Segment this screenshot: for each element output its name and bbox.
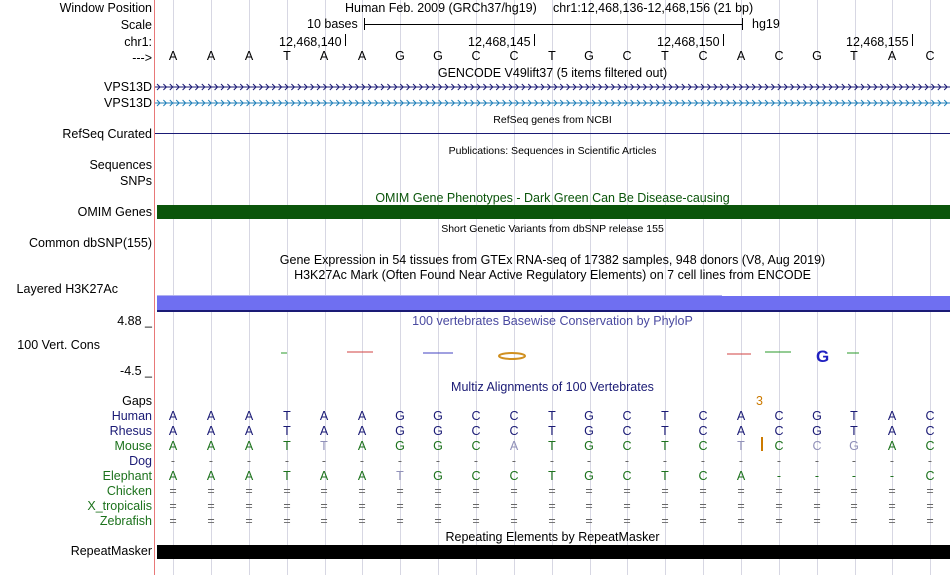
species-label-human: Human [111,409,152,423]
phylop-title: 100 vertebrates Basewise Conservation by PhyloP [412,314,693,328]
alignment-base: = [283,499,291,513]
alignment-base: = [510,484,518,498]
alignment-base: A [244,424,254,438]
h3k27ac-baseline [157,310,950,312]
alignment-base: C [812,439,822,453]
alignment-base: = [472,514,480,528]
alignment-base: A [244,439,254,453]
alignment-base: = [207,499,215,513]
phylop-min-value: -4.5 _ [120,364,152,378]
alignment-base: = [623,484,631,498]
alignment-base: C [622,424,632,438]
h3k27ac-signal[interactable] [157,296,950,310]
alignment-base: = [510,499,518,513]
alignment-base: = [548,499,556,513]
alignment-base: C [622,439,632,453]
alignment-base: A [206,469,216,483]
species-label-mouse: Mouse [114,439,152,453]
alignment-base: A [736,409,746,423]
alignment-base: = [245,499,253,513]
alignment-base: A [206,409,216,423]
refseq-title: RefSeq genes from NCBI [493,114,612,126]
alignment-base: = [661,499,669,513]
ruler-tick-155 [912,34,913,46]
scale-text: 10 bases [307,17,358,31]
base-letter: C [925,49,935,63]
alignment-base: A [206,439,216,453]
phylop-max-value: 4.88 _ [117,314,152,328]
alignment-base: = [585,484,593,498]
gap-count: 3 [756,394,763,408]
track-label-sequences[interactable]: Sequences [89,158,152,172]
alignment-base: A [887,409,897,423]
alignment-base: T [283,409,291,423]
alignment-base: T [320,439,328,453]
alignment-base: = [888,499,896,513]
base-letter: T [850,49,858,63]
assembly-title: Human Feb. 2009 (GRCh37/hg19) [345,1,537,15]
label-scale: Scale [120,18,152,32]
ruler-label-145: 12,468,145 [468,35,531,49]
alignment-base: = [585,514,593,528]
alignment-base: - [738,454,744,468]
alignment-base: G [849,439,859,453]
alignment-base: = [358,484,366,498]
alignment-base: C [774,439,784,453]
species-label-chicken: Chicken [106,484,152,498]
conservation-graph[interactable] [155,345,950,367]
alignment-base: G [395,424,405,438]
ruler-tick-150 [723,34,724,46]
alignment-base: A [168,439,178,453]
alignment-base: C [509,409,519,423]
alignment-base: = [888,484,896,498]
alignment-base: = [169,514,177,528]
gencode-title: GENCODE V49lift37 (5 items filtered out) [437,66,668,80]
alignment-base: T [548,469,556,483]
omim-gene-bar[interactable] [157,205,950,219]
vps13d-gene-2[interactable] [155,98,950,108]
alignment-base: T [283,469,291,483]
ruler-label-140: 12,468,140 [279,35,342,49]
species-label-rhesus: Rhesus [109,424,152,438]
alignment-base: A [319,424,329,438]
alignment-base: = [396,499,404,513]
alignment-base: - [814,469,820,483]
alignment-base: T [737,439,745,453]
alignment-base: = [358,499,366,513]
alignment-base: A [319,469,329,483]
alignment-base: - [700,454,706,468]
alignment-base: T [661,439,669,453]
alignment-base: - [435,454,441,468]
alignment-base: = [699,499,707,513]
alignment-base: - [170,454,176,468]
alignment-base: = [283,514,291,528]
base-letter: C [774,49,784,63]
alignment-base: - [359,454,365,468]
alignment-base: C [774,409,784,423]
scale-db: hg19 [752,17,780,31]
alignment-base: - [662,454,668,468]
base-letter: G [812,49,822,63]
alignment-base: - [814,454,820,468]
track-label-common-dbsnp[interactable]: Common dbSNP(155) [29,236,152,250]
alignment-base: - [586,454,592,468]
base-letter: G [584,49,594,63]
alignment-base: T [661,424,669,438]
alignment-base: T [548,409,556,423]
alignment-base: - [321,454,327,468]
base-letter: C [698,49,708,63]
alignment-base: = [245,484,253,498]
alignment-base: A [887,424,897,438]
alignment-base: = [320,484,328,498]
alignment-base: G [812,409,822,423]
scale-bar-line [364,24,742,25]
alignment-base: = [661,484,669,498]
base-letter: A [206,49,216,63]
ruler-tick-145 [534,34,535,46]
alignment-base: C [925,439,935,453]
alignment-base: - [624,454,630,468]
alignment-base: = [320,499,328,513]
alignment-base: T [661,409,669,423]
alignment-base: G [584,424,594,438]
multiz-title: Multiz Alignments of 100 Vertebrates [451,380,654,394]
base-letter: A [887,49,897,63]
alignment-base: A [357,409,367,423]
base-letter: G [433,49,443,63]
alignment-base: A [509,439,519,453]
alignment-base: A [357,439,367,453]
alignment-base: T [548,424,556,438]
alignment-base: = [320,514,328,528]
alignment-base: C [622,469,632,483]
alignment-base: C [509,469,519,483]
alignment-base: - [889,454,895,468]
alignment-base: - [851,454,857,468]
alignment-base: = [813,514,821,528]
alignment-base: G [584,409,594,423]
alignment-base: = [850,499,858,513]
alignment-base: G [584,439,594,453]
alignment-base: T [283,424,291,438]
alignment-base: = [926,484,934,498]
alignment-base: = [813,499,821,513]
h3k27ac-title: H3K27Ac Mark (Often Found Near Active Regulatory Elements) on 7 cell lines from ENCODE [294,268,811,282]
alignment-base: = [623,514,631,528]
alignment-base: = [169,499,177,513]
alignment-base: = [548,484,556,498]
alignment-base: A [168,424,178,438]
alignment-base: - [397,454,403,468]
alignment-base: A [244,469,254,483]
label-window-position: Window Position [59,1,152,15]
alignment-base: A [168,409,178,423]
alignment-base: C [622,409,632,423]
alignment-base: C [509,424,519,438]
alignment-base: = [472,484,480,498]
base-letter: T [283,49,291,63]
track-label-vps13d-2[interactable]: VPS13D [104,96,152,110]
alignment-base: = [926,514,934,528]
alignment-base: = [434,484,442,498]
alignment-base: - [511,454,517,468]
repeatmasker-title: Repeating Elements by RepeatMasker [445,530,660,544]
alignment-base: = [245,514,253,528]
alignment-base: C [925,469,935,483]
species-label-elephant: Elephant [102,469,152,483]
alignment-base: = [548,514,556,528]
alignment-base: G [812,424,822,438]
track-label-vps13d-1[interactable]: VPS13D [104,80,152,94]
alignment-base: A [206,424,216,438]
alignment-base: C [471,469,481,483]
base-letter: G [395,49,405,63]
alignment-base: C [471,424,481,438]
base-letter: T [661,49,669,63]
base-letter: A [319,49,329,63]
alignment-base: = [926,499,934,513]
alignment-base: G [395,409,405,423]
alignment-base: = [472,499,480,513]
h3k27ac-signal-top [157,295,722,296]
alignment-base: A [887,439,897,453]
alignment-base: G [584,469,594,483]
alignment-base: - [208,454,214,468]
alignment-base: = [775,514,783,528]
alignment-base: A [736,469,746,483]
alignment-base: - [776,469,782,483]
alignment-base: = [207,514,215,528]
repeatmasker-bar[interactable] [157,545,950,559]
alignment-base: = [888,514,896,528]
base-letter: T [548,49,556,63]
alignment-base: G [433,409,443,423]
alignment-base: G [433,424,443,438]
track-label-layered-h3k27ac[interactable]: Layered H3K27Ac [16,282,118,296]
alignment-base: = [283,484,291,498]
alignment-base: = [396,514,404,528]
alignment-base: C [698,469,708,483]
alignment-base: G [395,439,405,453]
track-label-snps[interactable]: SNPs [120,174,152,188]
alignment-base: T [283,439,291,453]
species-label-zebrafish: Zebrafish [99,514,152,528]
alignment-base: = [813,484,821,498]
alignment-base: T [661,469,669,483]
alignment-base: T [850,409,858,423]
label-chr: chr1: [124,35,152,49]
alignment-base: A [736,424,746,438]
refseq-gene-line[interactable] [155,133,950,134]
alignment-base: - [927,454,933,468]
alignment-base: = [358,514,366,528]
base-letter: A [244,49,254,63]
alignment-base: = [850,484,858,498]
publications-title: Publications: Sequences in Scientific Articles [448,145,657,157]
label-strand: ---> [132,51,152,65]
short-variants-title: Short Genetic Variants from dbSNP release 155 [441,223,664,235]
alignment-base: = [737,499,745,513]
alignment-base: = [585,499,593,513]
alignment-base: A [244,409,254,423]
scale-bar-right-tick [742,18,743,30]
alignment-base: = [207,484,215,498]
alignment-base: G [433,439,443,453]
base-letter: A [357,49,367,63]
alignment-base: T [396,469,404,483]
species-label-dog: Dog [129,454,152,468]
alignment-base: = [737,514,745,528]
alignment-base: T [548,439,556,453]
alignment-base: - [889,469,895,483]
position-text: chr1:12,468,136-12,468,156 (21 bp) [553,1,754,15]
svg-text:G: G [816,347,830,366]
alignment-base: = [737,484,745,498]
alignment-base: = [434,514,442,528]
alignment-base: = [169,484,177,498]
alignment-base: T [850,424,858,438]
omim-title: OMIM Gene Phenotypes - Dark Green Can Be Disease-causing [375,191,730,205]
ruler-label-150: 12,468,150 [657,35,720,49]
alignment-base: C [471,409,481,423]
alignment-base: = [396,484,404,498]
alignment-base: - [284,454,290,468]
vps13d-gene-1[interactable] [155,82,950,92]
alignment-base: = [434,499,442,513]
alignment-base: A [357,469,367,483]
alignment-base: C [925,409,935,423]
ruler-tick-140 [345,34,346,46]
alignment-base: C [774,424,784,438]
alignment-base: C [698,424,708,438]
base-letter: C [509,49,519,63]
track-label-refseq[interactable]: RefSeq Curated [62,127,152,141]
alignment-base: = [623,499,631,513]
alignment-base: = [775,484,783,498]
base-letter: A [736,49,746,63]
alignment-base: - [776,454,782,468]
alignment-base: = [510,514,518,528]
alignment-base: A [319,409,329,423]
species-label-x_tropicalis: X_tropicalis [87,499,152,513]
base-letter: C [622,49,632,63]
alignment-base: G [433,469,443,483]
track-label-omim[interactable]: OMIM Genes [77,205,152,219]
track-label-gaps: Gaps [122,394,152,408]
alignment-base: = [699,514,707,528]
track-label-repeatmasker[interactable]: RepeatMasker [70,544,152,558]
alignment-base: A [168,469,178,483]
alignment-base: = [850,514,858,528]
alignment-base: - [549,454,555,468]
alignment-base: - [246,454,252,468]
alignment-base: C [471,439,481,453]
alignment-base: = [699,484,707,498]
alignment-base: - [473,454,479,468]
alignment-base: C [925,424,935,438]
gtex-title: Gene Expression in 54 tissues from GTEx RNA-seq of 17382 samples, 948 donors (V8, Aug 2019) [279,253,826,267]
alignment-base: - [851,469,857,483]
alignment-base: C [698,439,708,453]
track-label-vert-cons[interactable]: 100 Vert. Cons [17,338,100,352]
track-area[interactable] [155,0,950,575]
alignment-base: A [357,424,367,438]
alignment-base: C [698,409,708,423]
alignment-base: = [775,499,783,513]
ruler-label-155: 12,468,155 [846,35,909,49]
alignment-base: = [661,514,669,528]
base-letter: A [168,49,178,63]
base-letter: C [471,49,481,63]
